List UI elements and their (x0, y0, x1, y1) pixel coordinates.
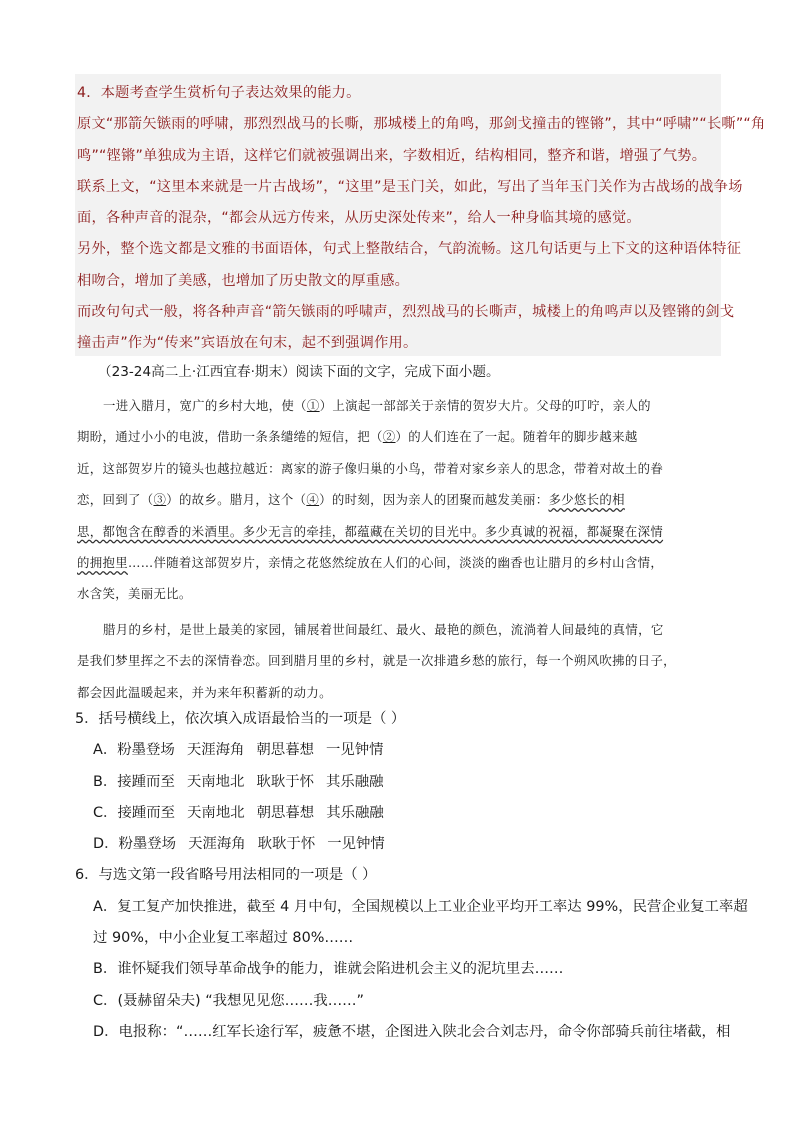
passage-line: 水含笑，美丽无比。 (77, 586, 192, 602)
question-5-stem: 5．括号横线上，依次填入成语最恰当的一项是（ ） (75, 711, 406, 727)
answer-line: 面，各种声音的混杂，“都会从远方传来，从历史深处传来”，给人一种身临其境的感觉。 (77, 210, 641, 227)
questions-section (75, 704, 748, 1048)
question-6-option-c[interactable]: C．(聂赫留朵夫) “我想见见您……我……” (93, 992, 365, 1009)
wavy-underlined-text: 思，都饱含在醇香的米酒里。多少无言的牵挂，都蕴藏在关切的目光中。多少真诚的祝福，都凝聚在深情 (77, 523, 664, 539)
passage-line: 近，这部贺岁片的镜头也越拉越近：离家的游子像归巢的小鸟，带着对家乡亲人的思念，带着对故土的眷 (77, 460, 664, 476)
answer-line: 原文“那箭矢镞雨的呼啸，那烈烈战马的长嘶，那城楼上的角鸣，那剑戈撞击的铿锵”，其中“呼啸”“长嘶”“角 (77, 116, 766, 133)
wavy-underlined-text: 的拥抱里 (77, 555, 128, 571)
passage-line: 恋，回到了（③）的故乡。腊月，这个（④）的时刻，因为亲人的团聚而越发美丽：多少悠长的相 (77, 492, 625, 508)
answer-line: 而改句句式一般，将各种声音“箭矢镞雨的呼啸声，烈烈战马的长嘶声，城楼上的角鸣声以及铿锵的剑戈 (77, 304, 735, 321)
question-5-option-d[interactable]: D．粉墨登场 天涯海角 耿耿于怀 一见钟情 (93, 836, 385, 853)
blank-4: ④ (306, 492, 320, 508)
question-6-stem: 6．与选文第一段省略号用法相同的一项是（ ） (75, 867, 377, 884)
blank-3: ③ (153, 492, 167, 508)
question-6-option-d[interactable]: D．电报称：“……红军长途行军，疲惫不堪，企图进入陕北会合刘志丹，命令你部骑兵前往堵截，相 (93, 1023, 731, 1040)
question-5-option-c[interactable]: C．接踵而至 天南地北 朝思暮想 其乐融融 (93, 804, 384, 821)
passage-line: 的拥抱里……伴随着这部贺岁片，亲情之花悠然绽放在人们的心间，淡淡的幽香也让腊月的乡村山含情， (77, 555, 664, 571)
passage-line: 一进入腊月，宽广的乡村大地，使（①）上演起一部部关于亲情的贺岁大片。父母的叮咛，亲人的 (103, 398, 651, 413)
passage-line: 是我们梦里挥之不去的深情眷恋。回到腊月里的乡村，就是一次排遣乡愁的旅行，每一个朔风吹拂的日子， (77, 653, 676, 669)
answer-line: 另外，整个选文都是文雅的书面语体，句式上整散结合，气韵流畅。这几句话更与上下文的这种语体特征 (77, 241, 742, 258)
question-6-option-a-cont: 过 90%，中小企业复工率超过 80%…… (93, 930, 354, 947)
blank-1: ① (306, 398, 320, 413)
answer-line: 鸣”“铿锵”单独成为主语，这样它们就被强调出来，字数相近，结构相同，整齐和谐，增强了气势。 (77, 147, 707, 164)
passage-line (77, 516, 721, 547)
answer-line: 撞击声”作为“传来”宾语放在句末，起不到强调作用。 (77, 335, 418, 352)
reading-intro: （23-24高二上·江西宜春·期末）阅读下面的文字，完成下面小题。 (98, 364, 500, 380)
answer-line: 相吻合，增加了美感，也增加了历史散文的厚重感。 (77, 272, 410, 289)
question-6-option-b[interactable]: B．谁怀疑我们领导革命战争的能力，谁就会陷进机会主义的泥坑里去…… (93, 961, 564, 978)
answer-line: 4．本题考查学生赏析句子表达效果的能力。 (77, 85, 361, 101)
answer-line: 联系上文，“这里本来就是一片古战场”，“这里”是玉门关，如此，写出了当年玉门关作为古战场的战争场 (77, 178, 743, 195)
reading-passage (77, 390, 721, 708)
question-6-option-a[interactable]: A．复工复产加快推进，截至 4 月中旬，全国规模以上工业企业平均开工率达 99%，民营企业复工率超 (93, 898, 748, 915)
passage-line: 都会因此温暖起来，并为来年积蓄新的动力。 (77, 684, 332, 700)
question-5-option-b[interactable]: B．接踵而至 天南地北 耿耿于怀 其乐融融 (93, 773, 384, 790)
passage-line: 腊月的乡村，是世上最美的家园，铺展着世间最红、最火、最艳的颜色，流淌着人间最纯的真情，它 (103, 621, 664, 637)
passage-line: 期盼，通过小小的电波，借助一条条缱绻的短信，把（②）的人们连在了一起。随着年的脚步越来越 (77, 429, 638, 445)
blank-2: ② (382, 429, 396, 445)
answer-explanation-box (75, 74, 766, 356)
question-5-option-a[interactable]: A．粉墨登场 天涯海角 朝思暮想 一见钟情 (93, 742, 384, 759)
wavy-underlined-text: 多少悠长的相 (548, 492, 625, 508)
